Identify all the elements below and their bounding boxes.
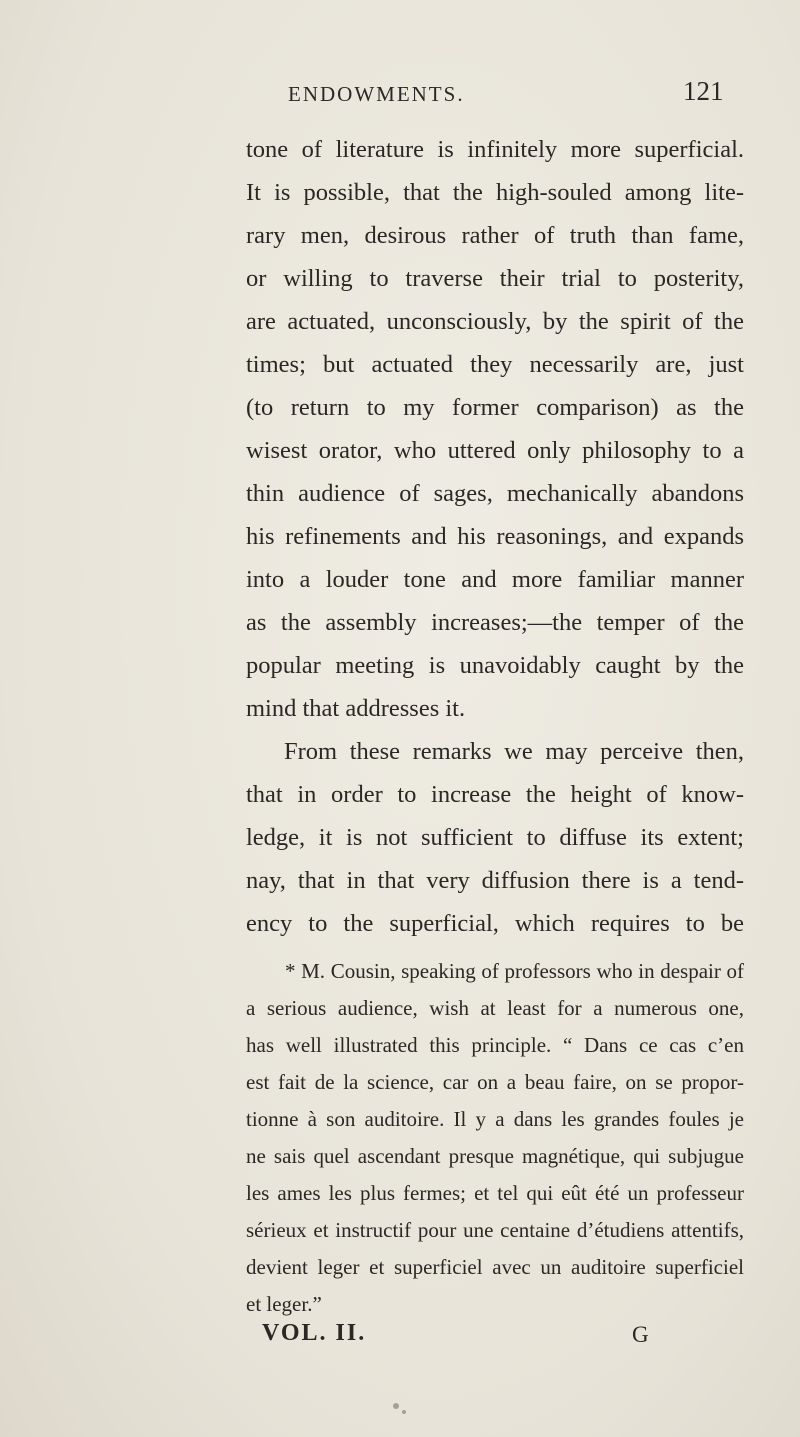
footnote-line: a serious audience, wish at least for a numerous one, [246,996,744,1020]
signature-letter: G [632,1322,649,1347]
footnote-line: et leger.” [246,1292,322,1316]
footnote-line: devient leger et superficiel avec un auditoire superficiel [246,1255,744,1279]
body-line: are actuated, unconsciously, by the spirit of the [246,308,744,335]
body-line: wisest orator, who uttered only philosophy to a [246,437,744,464]
footnote-line: tionne à son auditoire. Il y a dans les grandes foules je [246,1107,744,1131]
body-line: ency to the superficial, which requires to be [246,910,744,937]
body-line: into a louder tone and more familiar manner [246,566,744,593]
body-line: as the assembly increases;—the temper of the [246,609,744,636]
ink-speck [393,1403,399,1409]
body-line: popular meeting is unavoidably caught by the [246,652,744,679]
footnote-line: sérieux et instructif pour une centaine d’étudiens attentifs, [246,1218,744,1242]
footnote-line: les ames les plus fermes; et tel qui eût été un professeur [246,1181,744,1205]
body-line: tone of literature is infinitely more superficial. [246,136,744,163]
body-line: It is possible, that the high-souled among lite- [246,179,744,206]
body-line: (to return to my former comparison) as the [246,394,744,421]
running-head-title: ENDOWMENTS. [288,82,465,106]
footnote-line: has well illustrated this principle. “ Dans ce cas c’en [246,1033,744,1057]
body-line: his refinements and his reasonings, and expands [246,523,744,550]
footnote-line: est fait de la science, car on a beau faire, on se propor- [246,1070,744,1094]
body-line: nay, that in that very diffusion there is a tend- [246,867,744,894]
body-line: times; but actuated they necessarily are, just [246,351,744,378]
body-line: ledge, it is not sufficient to diffuse its extent; [246,824,744,851]
body-line: or willing to traverse their trial to posterity, [246,265,744,292]
body-line: mind that addresses it. [246,695,466,722]
body-line: that in order to increase the height of know- [246,781,744,808]
body-line: thin audience of sages, mechanically abandons [246,480,744,507]
volume-mark: VOL. II. [262,1320,367,1346]
body-line: From these remarks we may perceive then, [284,738,744,765]
footnote-line: * M. Cousin, speaking of professors who in despair of [285,959,744,983]
body-line: rary men, desirous rather of truth than fame, [246,222,744,249]
footnote-line: ne sais quel ascendant presque magnétique, qui subjugue [246,1144,744,1168]
running-head [0,76,800,112]
page-number: 121 [683,76,724,106]
ink-speck [402,1410,406,1414]
